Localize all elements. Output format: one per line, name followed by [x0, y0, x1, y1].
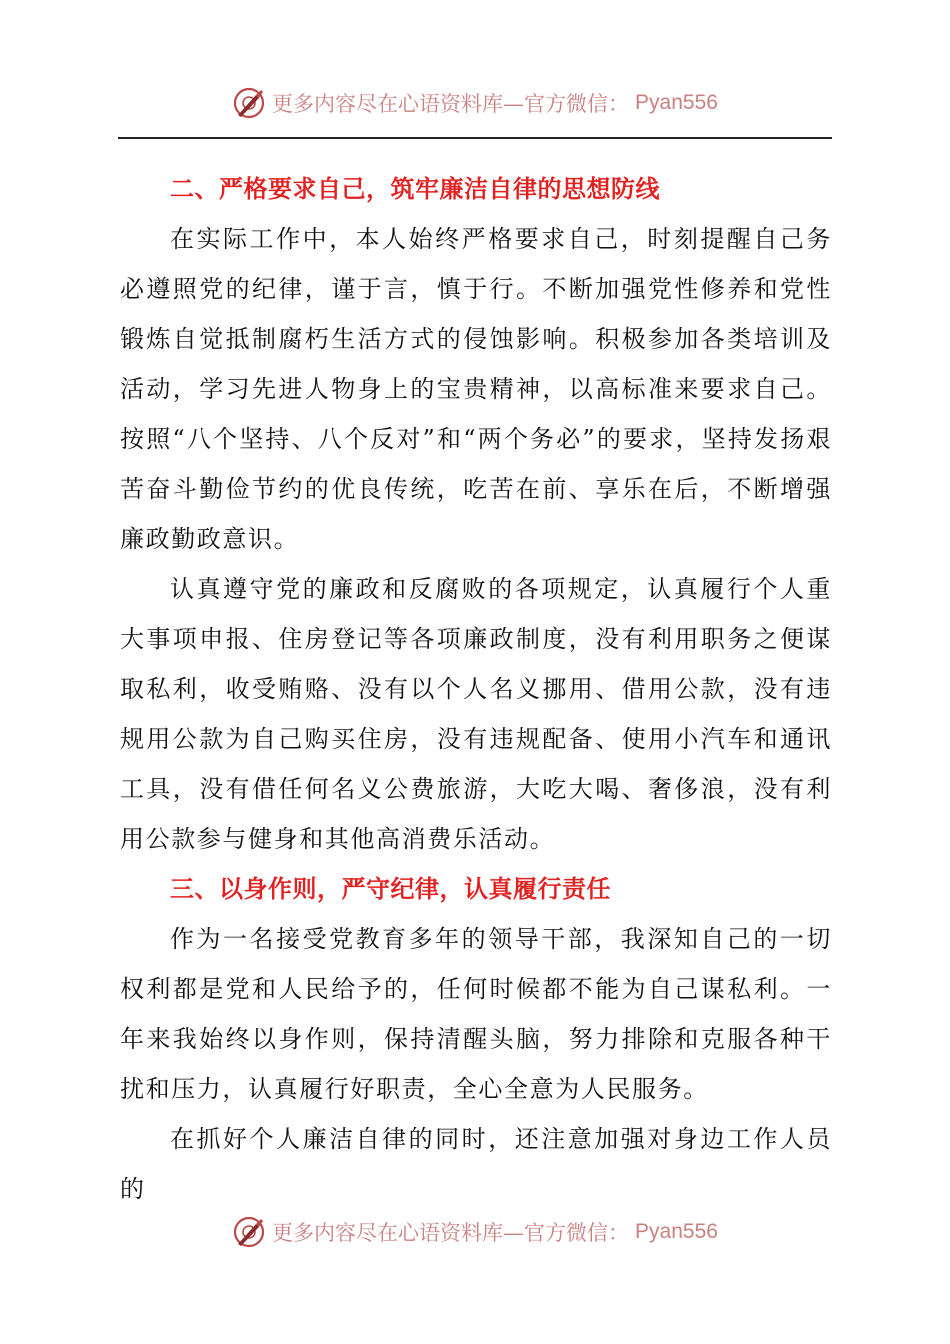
paragraph: 作为一名接受党教育多年的领导干部，我深知自己的一切权利都是党和人民给予的，任何时候都不能为自己谋私利。一年来我始终以身作则，保持清醒头脑，努力排除和克服各种干扰和压力，认真履行好职责，全心全意为人民服务。 — [120, 925, 832, 1103]
document-body — [120, 164, 832, 1214]
paragraph: 在实际工作中，本人始终严格要求自己，时刻提醒自己务必遵照党的纪律，谨于言，慎于行。不断加强党性修养和党性锻炼自觉抵制腐朽生活方式的侵蚀影响。积极参加各类培训及活动，学习先进人物身上的宝贵精神，以高标准来要求自己。按照“八个坚持、八个反对”和“两个务必”的要求，坚持发扬艰苦奋斗勤俭节约的优良传统，吃苦在前、享乐在后，不断增强廉政勤政意识。 — [120, 225, 832, 553]
pen-logo-icon — [232, 86, 266, 120]
paragraph: 在抓好个人廉洁自律的同时，还注意加强对身边工作人员的 — [120, 1125, 832, 1203]
header-divider — [118, 137, 832, 139]
footer-banner-text: 更多内容尽在心语资料库—官方微信： — [272, 1221, 630, 1245]
paragraph: 认真遵守党的廉政和反腐败的各项规定，认真履行个人重大事项申报、住房登记等各项廉政制度，没有利用职务之便谋取私利，收受贿赂、没有以个人名义挪用、借用公款，没有违规用公款为自己购买住房，没有违规配备、使用小汽车和通讯工具，没有借任何名义公费旅游，大吃大喝、奢侈浪，没有利用公款参与健身和其他高消费乐活动。 — [120, 575, 832, 853]
section-heading-3: 三、以身作则，严守纪律，认真履行责任 — [170, 875, 611, 903]
footer-wechat-id: Pyan556 — [635, 1220, 718, 1243]
section-heading-2: 二、严格要求自己，筑牢廉洁自律的思想防线 — [170, 175, 660, 203]
header-wechat-id: Pyan556 — [635, 91, 718, 114]
header-banner-text: 更多内容尽在心语资料库—官方微信： — [272, 92, 630, 116]
pen-logo-icon — [232, 1215, 266, 1249]
footer-banner — [232, 1215, 718, 1249]
header-banner — [232, 86, 718, 120]
page-footer — [0, 1207, 950, 1257]
page-header — [0, 78, 950, 128]
